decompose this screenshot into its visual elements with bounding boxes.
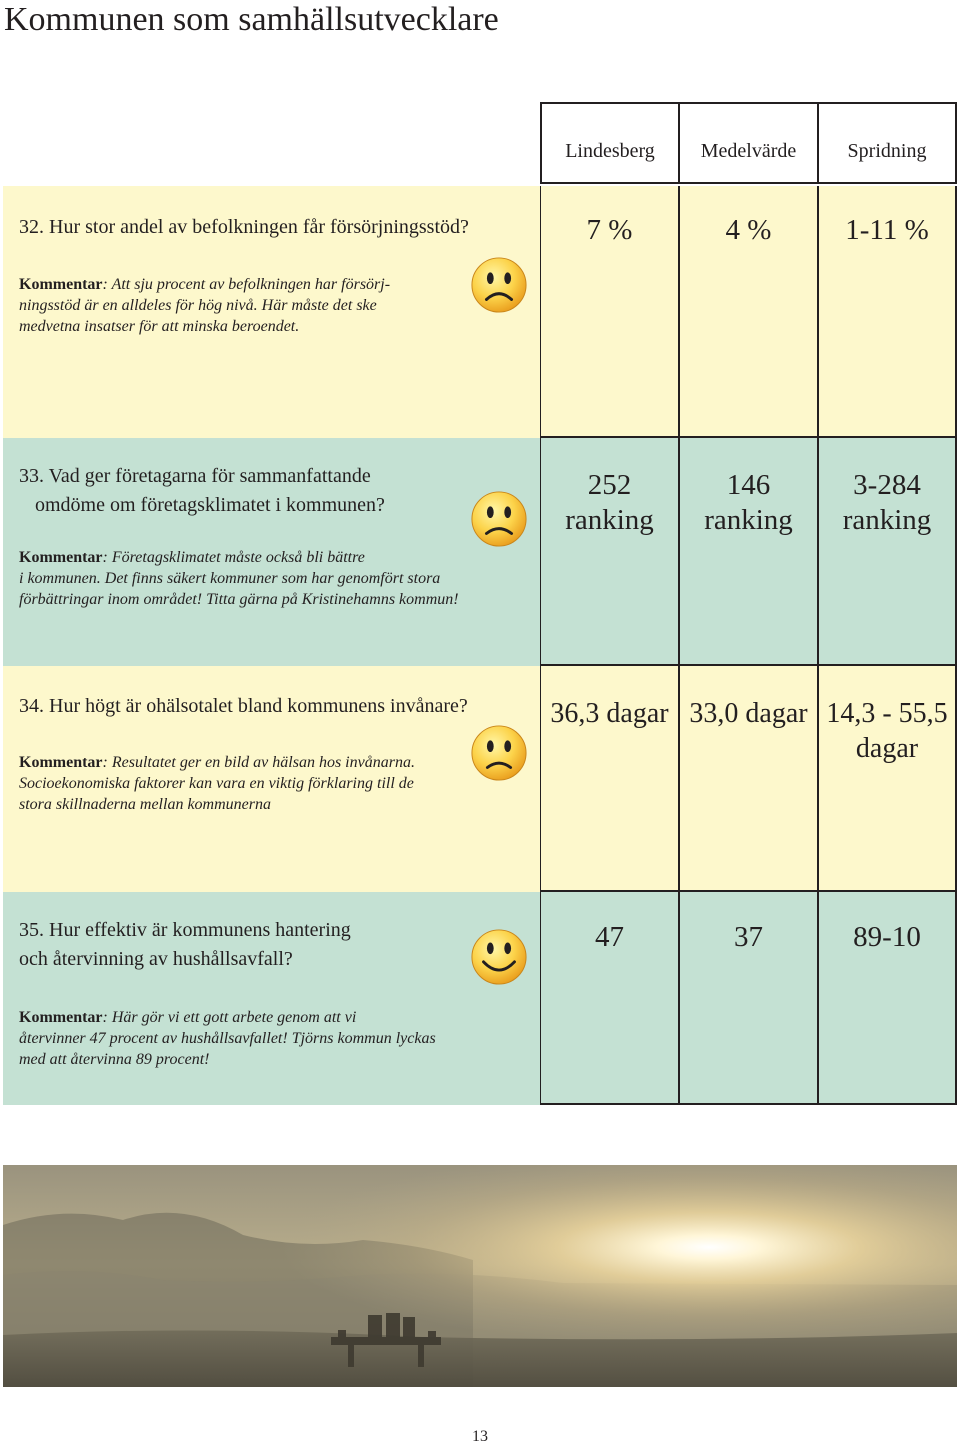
comment-line: med att återvinna 89 procent!	[19, 1051, 210, 1068]
table-row-33	[3, 438, 957, 666]
column-header-lindesberg: Lindesberg	[540, 102, 679, 184]
value-medelvarde	[679, 666, 818, 892]
comment-line: : Här gör vi ett gott arbete genom att vi	[102, 1009, 357, 1026]
page-title: Kommunen som samhällsutvecklare	[4, 1, 499, 38]
value-medelvarde	[679, 438, 818, 666]
comment-line: återvinner 47 procent av hushållsavfallet! Tjörns kommun lyckas	[19, 1030, 436, 1047]
value-number: 14,3 - 55,5	[826, 698, 948, 729]
question-line: och återvinning av hushållsavfall?	[19, 948, 293, 970]
comment-line: förbättringar inom området! Titta gärna på Kristinehamns kommun!	[19, 591, 459, 608]
question-text	[19, 462, 385, 520]
table-row-34	[3, 666, 957, 892]
value-spridning	[818, 666, 957, 892]
comment-line: i kommunen. Det finns säkert kommuner som har genomfört stora	[19, 570, 441, 587]
question-line: omdöme om företagsklimatet i kommunen?	[35, 494, 385, 516]
value-unit: ranking	[565, 504, 654, 536]
question-text: 34. Hur högt är ohälsotalet bland kommunens invånare?	[19, 695, 468, 717]
question-cell	[3, 666, 540, 892]
sad-face-icon	[470, 490, 528, 548]
question-line: 35. Hur effektiv är kommunens hantering	[19, 919, 351, 941]
value-spridning	[818, 438, 957, 666]
landscape-image	[3, 1165, 957, 1387]
comment-line: stora skillnaderna mellan kommunerna	[19, 796, 271, 813]
value-unit: dagar	[855, 733, 919, 764]
comment-text	[19, 547, 459, 610]
question-cell	[3, 186, 540, 438]
comment-line: : Företagsklimatet måste också bli bättre	[102, 549, 365, 566]
value-number: 36,3 dagar	[550, 698, 669, 729]
value-number: 3-284	[853, 469, 921, 501]
comment-text	[19, 1007, 436, 1070]
question-cell	[3, 892, 540, 1105]
value-unit: ranking	[842, 504, 932, 536]
question-text: 32. Hur stor andel av befolkningen får försörjningsstöd?	[19, 216, 469, 238]
comment-label: Kommentar	[19, 276, 103, 293]
value-lindesberg	[540, 438, 679, 666]
value-lindesberg: 7 %	[540, 186, 679, 438]
value-spridning: 89-10	[818, 892, 957, 1105]
value-spridning: 1-11 %	[818, 186, 957, 438]
foggy-sunrise-photo	[3, 1165, 957, 1387]
comment-text	[19, 274, 390, 337]
comment-line: : Att sju procent av befolkningen har försörj-	[102, 276, 391, 293]
comment-line: Socioekonomiska faktorer kan vara en viktig förklaring till de	[19, 775, 414, 792]
question-line: 33. Vad ger företagarna för sammanfattande	[19, 465, 371, 487]
comment-line: : Resultatet ger en bild av hälsan hos invånarna.	[102, 754, 415, 771]
value-number: 33,0 dagar	[689, 698, 808, 729]
column-header-spridning: Spridning	[818, 102, 957, 184]
sad-face-icon	[470, 724, 528, 782]
sad-face-icon	[470, 256, 528, 314]
value-lindesberg: 47	[540, 892, 679, 1105]
table-row-32	[3, 186, 957, 438]
comment-label: Kommentar	[19, 549, 103, 566]
comment-line: medvetna insatser för att minska beroendet.	[19, 318, 300, 335]
value-number: 146	[726, 469, 771, 501]
value-unit: ranking	[704, 504, 793, 536]
column-header-row	[540, 102, 957, 184]
column-header-medelvarde: Medelvärde	[679, 102, 818, 184]
comment-label: Kommentar	[19, 754, 103, 771]
happy-face-icon	[470, 928, 528, 986]
comment-label: Kommentar	[19, 1009, 103, 1026]
question-cell	[3, 438, 540, 666]
value-number: 252	[587, 469, 632, 501]
value-lindesberg	[540, 666, 679, 892]
value-medelvarde: 37	[679, 892, 818, 1105]
value-medelvarde: 4 %	[679, 186, 818, 438]
comment-text	[19, 752, 415, 815]
comment-line: ningsstöd är en alldeles för hög nivå. Här måste det ske	[19, 297, 377, 314]
page-number: 13	[472, 1428, 488, 1445]
table-row-35	[3, 892, 957, 1105]
question-text	[19, 916, 351, 974]
